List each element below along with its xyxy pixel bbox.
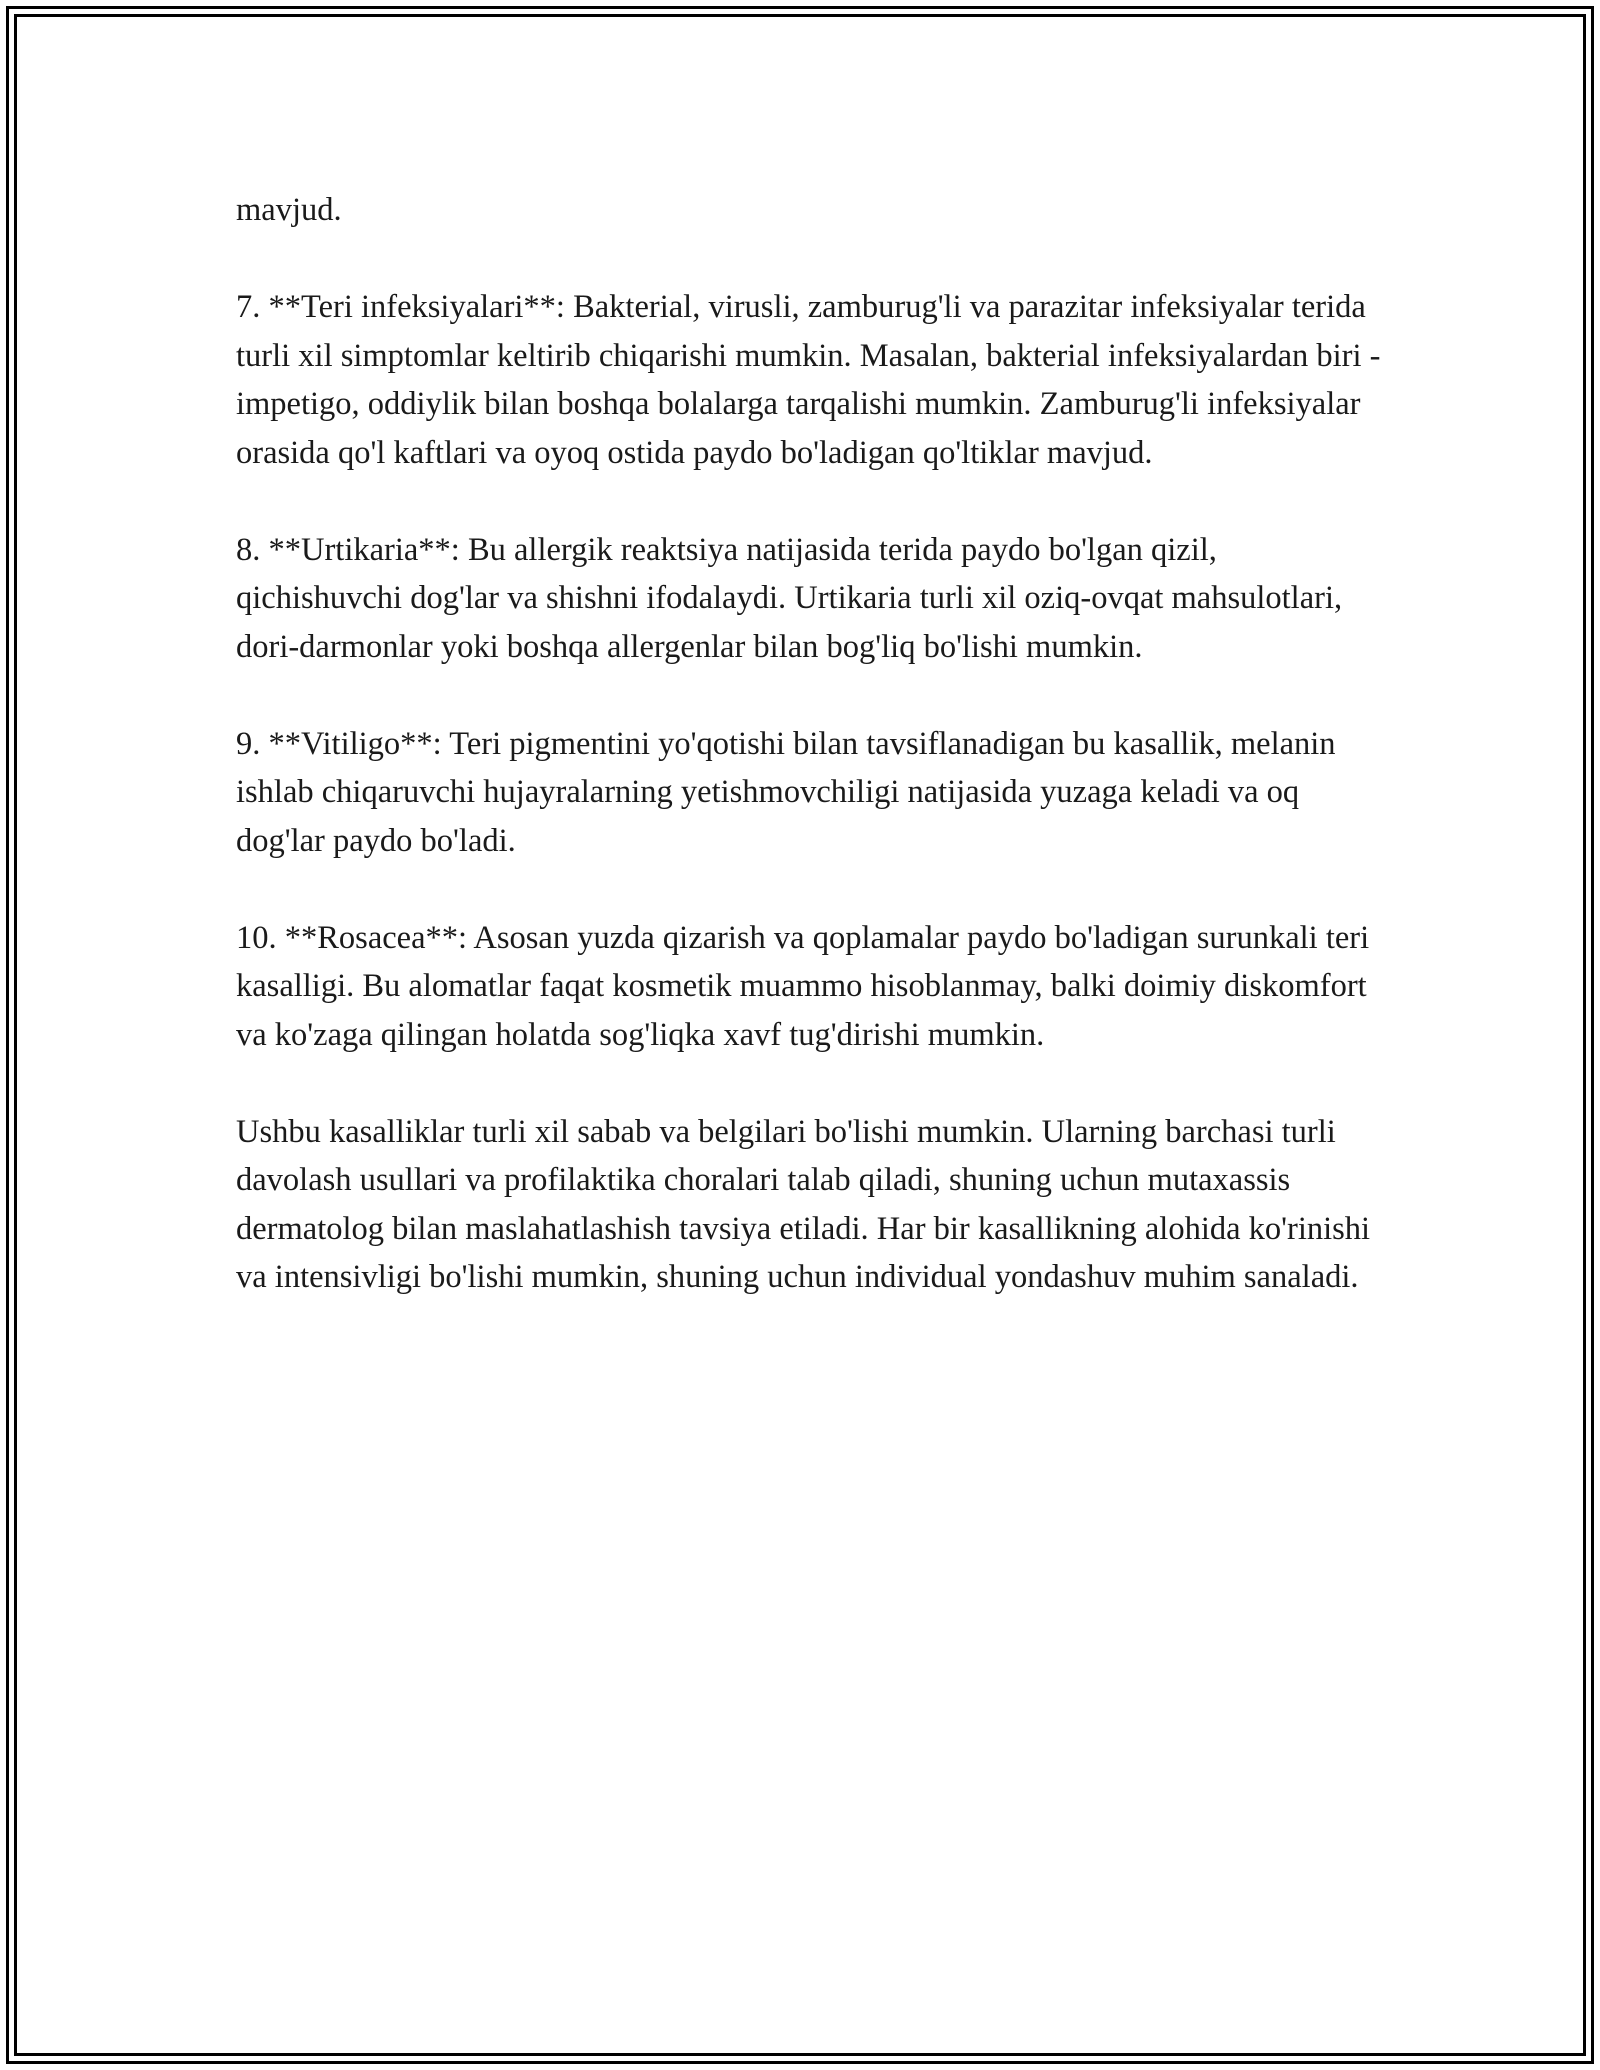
paragraph-item-9: 9. **Vitiligo**: Teri pigmentini yo'qotishi bilan tavsiflanadigan bu kasallik, melanin ishlab chiqaruvchi hujayralarning yetishmovchiligi natijasida yuzaga keladi va oq dog'lar paydo bo'ladi. <box>236 725 1336 859</box>
paragraph-item-10: 10. **Rosacea**: Asosan yuzda qizarish va qoplamalar paydo bo'ladigan surunkali teri kasalligi. Bu alomatlar faqat kosmetik muammo hisoblanmay, balki doimiy diskomfort va ko'zaga qilingan holatda sog'liqka xavf tug'dirishi mumkin. <box>236 919 1370 1053</box>
paragraph-item-8: 8. **Urtikaria**: Bu allergik reaktsiya natijasida terida paydo bo'lgan qizil, qichishuvchi dog'lar va shishni ifodalaydi. Urtikaria turli xil oziq-ovqat mahsulotlari, dori-darmonlar yoki boshqa allergenlar bilan bog'liq bo'lishi mumkin. <box>236 531 1343 665</box>
document-body <box>236 186 1386 1302</box>
paragraph-item-7: 7. **Teri infeksiyalari**: Bakterial, virusli, zamburug'li va parazitar infeksiyalar terida turli xil simptomlar keltirib chiqarishi mumkin. Masalan, bakterial infeksiyalardan biri - impetigo, oddiylik bilan boshqa bolalarga tarqalishi mumkin. Zamburug'li infeksiyalar orasida qo'l kaftlari va oyoq ostida paydo bo'ladigan qo'ltiklar mavjud. <box>236 289 1381 471</box>
paragraph-continuation: mavjud. <box>236 192 342 228</box>
paragraph-conclusion: Ushbu kasalliklar turli xil sabab va belgilari bo'lishi mumkin. Ularning barchasi turli davolash usullari va profilaktika choralari talab qiladi, shuning uchun mutaxassis dermatolog bilan maslahatlashish tavsiya etiladi. Har bir kasallikning alohida ko'rinishi va intensivligi bo'lishi mumkin, shuning uchun individual yondashuv muhim sanaladi. <box>236 1113 1371 1295</box>
